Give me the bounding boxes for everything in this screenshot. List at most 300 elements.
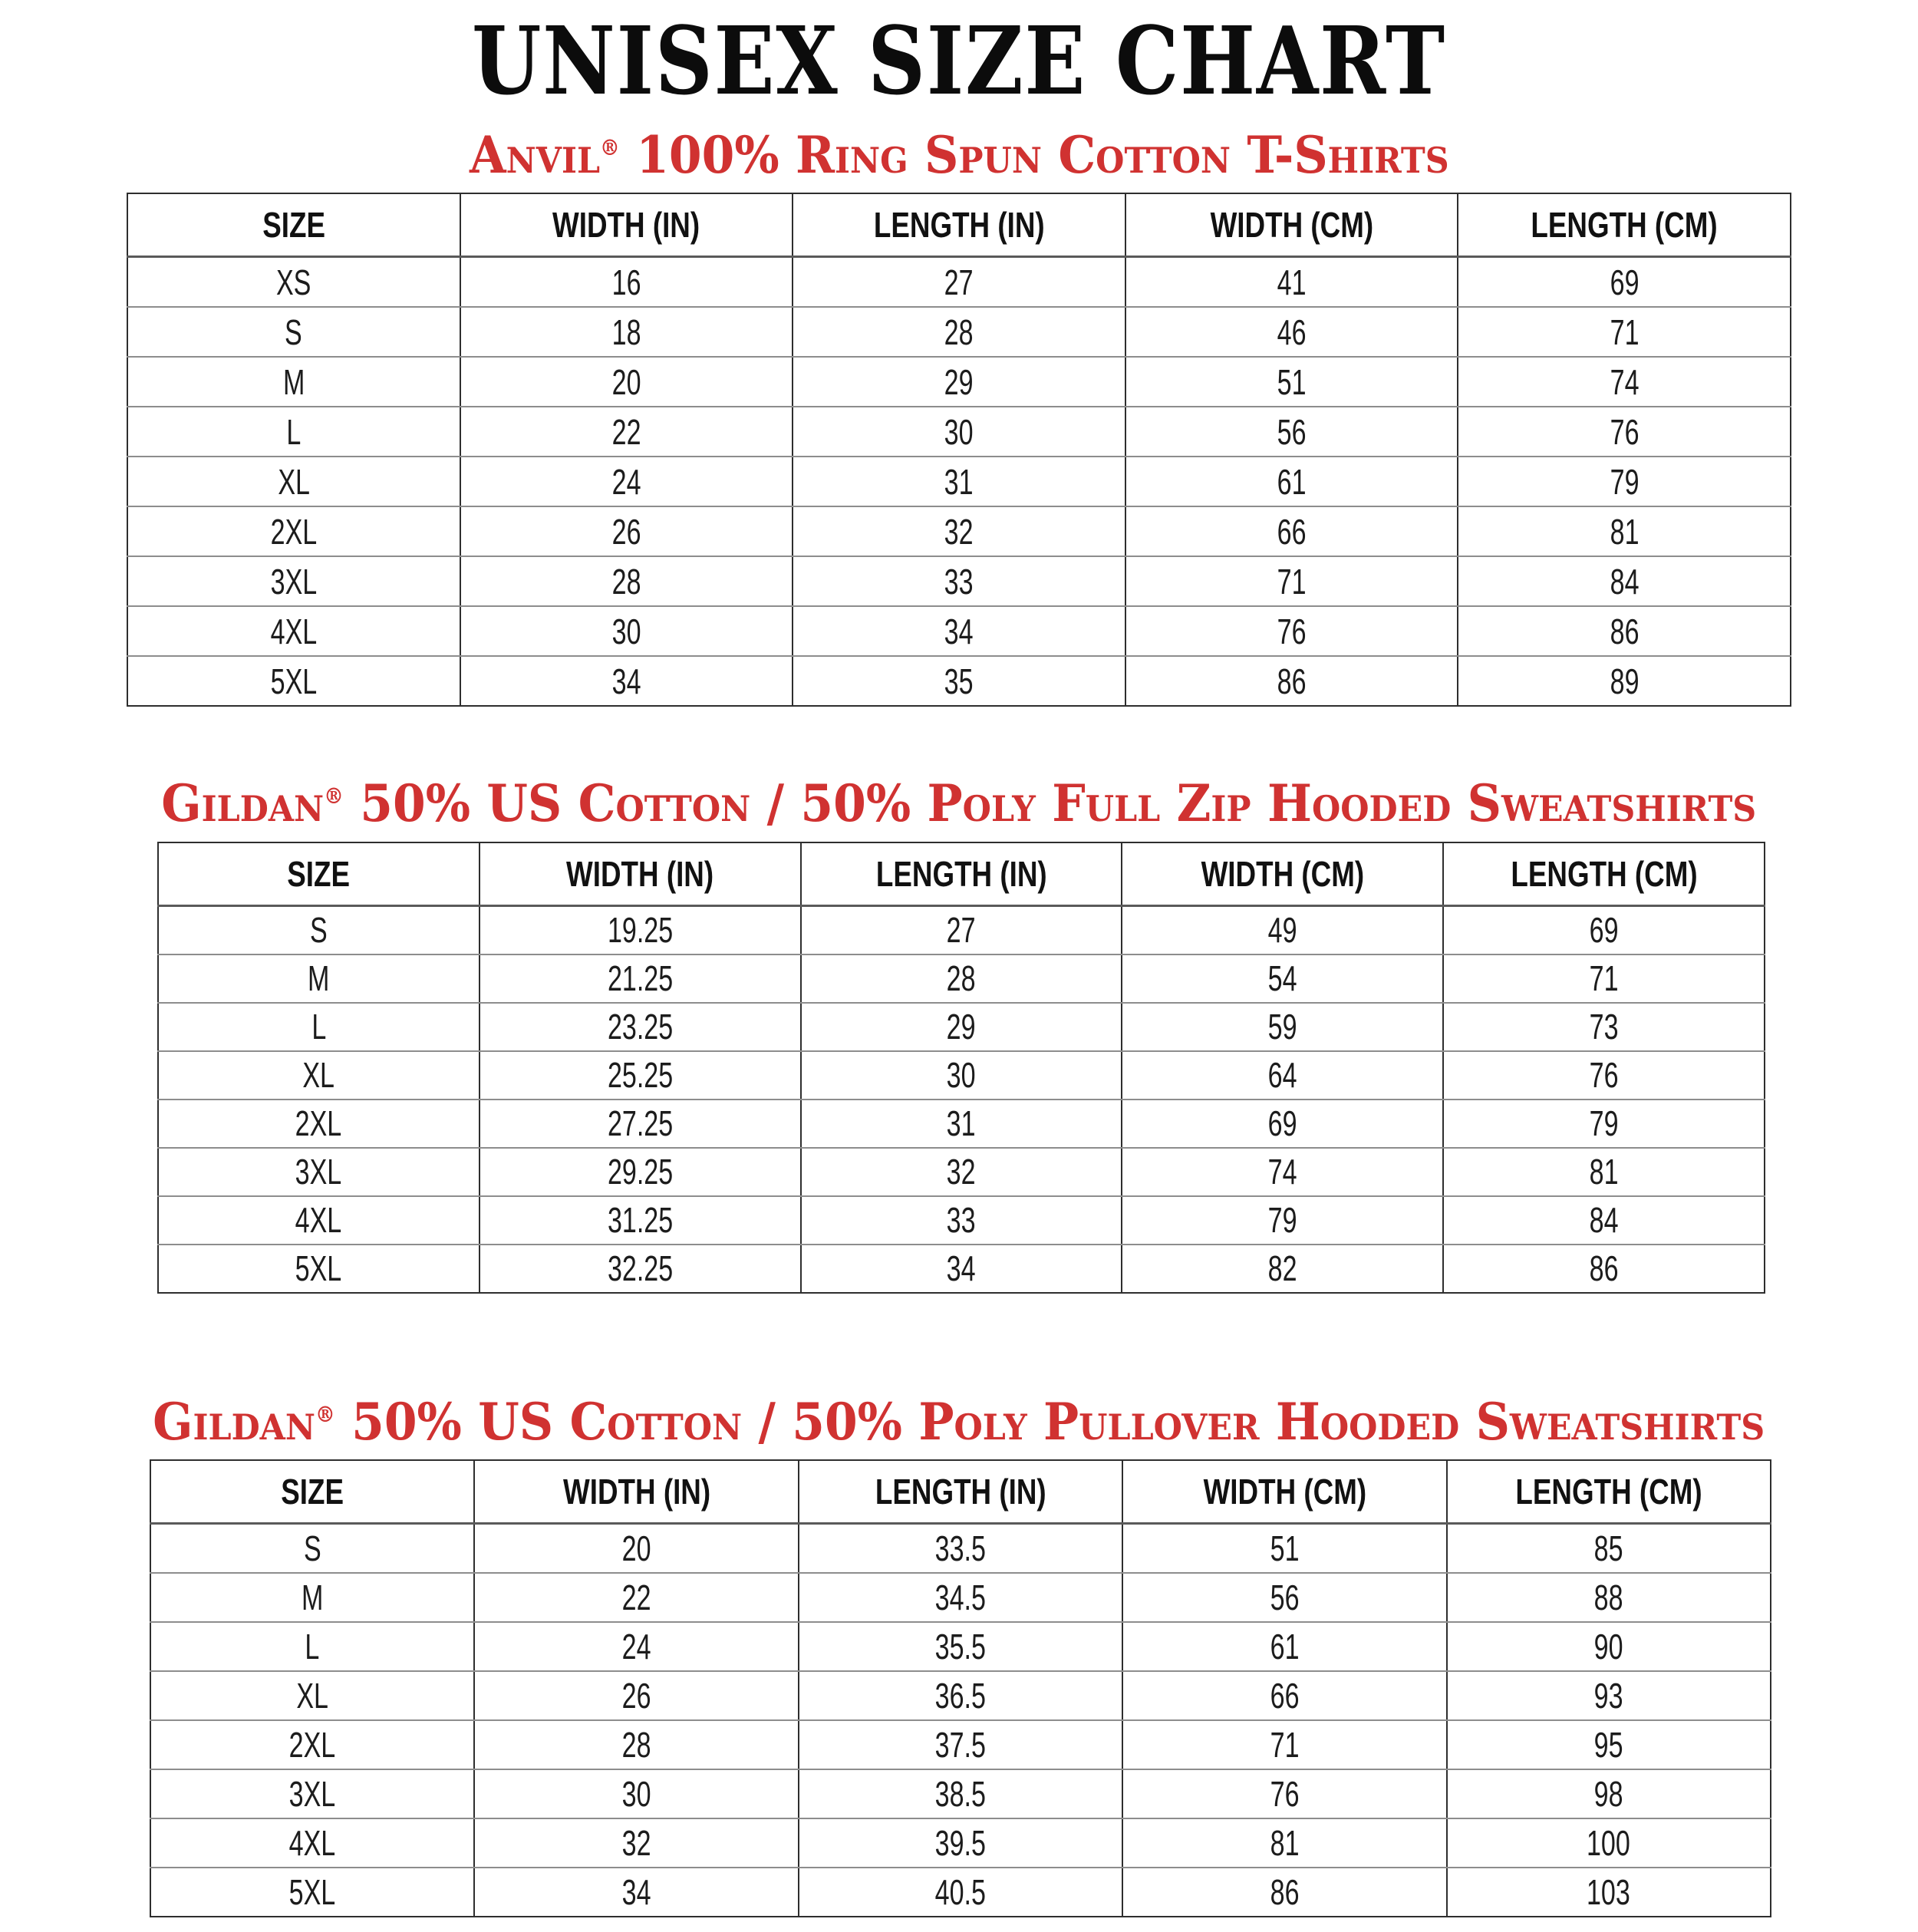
measurement-cell — [801, 1100, 1122, 1148]
measurement-cell — [801, 1051, 1122, 1100]
column-header-label: SIZE — [281, 1471, 344, 1512]
column-header-width-in — [474, 1460, 798, 1524]
cell-value: 56 — [1277, 411, 1307, 452]
cell-value: 39.5 — [934, 1822, 987, 1863]
measurement-cell — [799, 1720, 1122, 1769]
cell-value: 37.5 — [934, 1724, 987, 1765]
measurement-cell — [480, 1245, 801, 1293]
measurement-cell — [1122, 1003, 1443, 1051]
column-header-label: LENGTH (CM) — [1510, 853, 1698, 894]
size-cell — [158, 1245, 480, 1293]
measurement-cell — [793, 656, 1125, 706]
measurement-cell — [1122, 1868, 1446, 1917]
table-row — [127, 556, 1791, 606]
measurement-cell — [1447, 1622, 1771, 1671]
cell-value: 3XL — [295, 1152, 342, 1192]
measurement-cell — [799, 1573, 1122, 1622]
measurement-cell — [793, 506, 1125, 556]
column-header-length-cm — [1447, 1460, 1771, 1524]
size-cell — [150, 1769, 474, 1818]
cell-value: L — [286, 411, 302, 452]
cell-value: XL — [277, 461, 310, 502]
cell-value: 35.5 — [934, 1626, 987, 1667]
cell-value: 61 — [1277, 461, 1307, 502]
cell-value: 84 — [1610, 561, 1640, 602]
measurement-cell — [799, 1622, 1122, 1671]
table-row — [150, 1720, 1771, 1769]
table-row — [158, 1196, 1765, 1245]
measurement-cell — [1122, 1523, 1446, 1573]
size-cell — [158, 1003, 480, 1051]
size-cell — [158, 1051, 480, 1100]
cell-value: M — [308, 958, 330, 999]
measurement-cell — [1122, 1245, 1443, 1293]
cell-value: 71 — [1270, 1724, 1300, 1765]
table-row — [158, 1100, 1765, 1148]
measurement-cell — [460, 457, 793, 506]
measurement-cell — [1122, 1720, 1446, 1769]
cell-value: 66 — [1277, 511, 1307, 552]
table-row — [127, 606, 1791, 656]
size-cell — [127, 457, 460, 506]
column-header-label: SIZE — [262, 205, 325, 246]
size-cell — [158, 954, 480, 1003]
size-cell — [158, 1100, 480, 1148]
cell-value: 56 — [1270, 1577, 1300, 1617]
measurement-cell — [793, 357, 1125, 407]
measurement-cell — [1443, 1196, 1765, 1245]
column-header-length-in — [799, 1460, 1122, 1524]
section-heading-text: Anvil® 100% Ring Spun Cotton T-Shirts — [469, 125, 1449, 185]
measurement-cell — [480, 1196, 801, 1245]
measurement-cell — [1447, 1818, 1771, 1868]
size-cell — [150, 1720, 474, 1769]
cell-value: 74 — [1267, 1152, 1297, 1192]
cell-value: 27 — [944, 262, 974, 302]
cell-value: 32.25 — [607, 1248, 673, 1289]
column-header-size — [127, 193, 460, 257]
size-cell — [127, 506, 460, 556]
measurement-cell — [474, 1671, 798, 1720]
measurement-cell — [1447, 1720, 1771, 1769]
cell-value: 79 — [1610, 461, 1640, 502]
measurement-cell — [1125, 656, 1458, 706]
cell-value: 76 — [1277, 611, 1307, 651]
cell-value: 20 — [621, 1528, 651, 1568]
cell-value: 86 — [1277, 661, 1307, 701]
cell-value: S — [310, 910, 328, 951]
cell-value: 69 — [1267, 1103, 1297, 1144]
measurement-cell — [474, 1573, 798, 1622]
table-row — [127, 407, 1791, 457]
cell-value: 73 — [1589, 1007, 1619, 1047]
section-heading-pullover-hoodies — [0, 1391, 1918, 1452]
measurement-cell — [1122, 954, 1443, 1003]
measurement-cell — [480, 1148, 801, 1196]
column-header-label: LENGTH (IN) — [875, 853, 1047, 894]
measurement-cell — [460, 506, 793, 556]
table-row — [127, 357, 1791, 407]
cell-value: 34 — [621, 1871, 651, 1912]
table-header — [150, 1460, 1771, 1524]
cell-value: 31 — [947, 1103, 976, 1144]
measurement-cell — [1122, 1148, 1443, 1196]
measurement-cell — [1443, 1051, 1765, 1100]
column-header-length-cm — [1458, 193, 1791, 257]
measurement-cell — [799, 1769, 1122, 1818]
cell-value: 24 — [611, 461, 641, 502]
measurement-cell — [1122, 1622, 1446, 1671]
cell-value: 88 — [1593, 1577, 1623, 1617]
size-cell — [150, 1622, 474, 1671]
cell-value: 18 — [611, 312, 641, 352]
table-row — [158, 954, 1765, 1003]
measurement-cell — [801, 1148, 1122, 1196]
measurement-cell — [1443, 954, 1765, 1003]
cell-value: 5XL — [288, 1871, 336, 1912]
cell-value: 51 — [1277, 361, 1307, 402]
cell-value: 59 — [1267, 1007, 1297, 1047]
measurement-cell — [1447, 1868, 1771, 1917]
cell-value: 27.25 — [607, 1103, 673, 1144]
measurement-cell — [1122, 1818, 1446, 1868]
cell-value: 28 — [611, 561, 641, 602]
cell-value: 66 — [1270, 1675, 1300, 1716]
cell-value: XL — [302, 1055, 335, 1096]
table-row — [150, 1671, 1771, 1720]
cell-value: 3XL — [270, 561, 318, 602]
measurement-cell — [1447, 1523, 1771, 1573]
page-title-text: UNISEX SIZE CHART — [472, 5, 1446, 116]
measurement-cell — [1125, 457, 1458, 506]
cell-value: 95 — [1593, 1724, 1623, 1765]
measurement-cell — [1447, 1573, 1771, 1622]
size-cell — [150, 1868, 474, 1917]
column-header-width-cm — [1122, 1460, 1446, 1524]
measurement-cell — [480, 1003, 801, 1051]
cell-value: 93 — [1593, 1675, 1623, 1716]
measurement-cell — [793, 556, 1125, 606]
measurement-cell — [1125, 407, 1458, 457]
section-heading-fullzip-hoodies — [0, 773, 1918, 834]
cell-value: 29.25 — [607, 1152, 673, 1192]
measurement-cell — [1125, 556, 1458, 606]
measurement-cell — [1125, 357, 1458, 407]
measurement-cell — [1125, 257, 1458, 308]
cell-value: 33 — [944, 561, 974, 602]
size-cell — [150, 1671, 474, 1720]
cell-value: 90 — [1593, 1626, 1623, 1667]
measurement-cell — [1458, 506, 1791, 556]
cell-value: 81 — [1610, 511, 1640, 552]
table-row — [127, 257, 1791, 308]
cell-value: 5XL — [295, 1248, 342, 1289]
measurement-cell — [474, 1868, 798, 1917]
size-table-fullzip-hoodies — [157, 842, 1765, 1294]
size-cell — [150, 1818, 474, 1868]
cell-value: 46 — [1277, 312, 1307, 352]
cell-value: 81 — [1589, 1152, 1619, 1192]
cell-value: 71 — [1589, 958, 1619, 999]
size-cell — [127, 606, 460, 656]
cell-value: 69 — [1610, 262, 1640, 302]
cell-value: 79 — [1589, 1103, 1619, 1144]
measurement-cell — [1458, 357, 1791, 407]
section-fullzip-hoodies — [0, 773, 1918, 1293]
cell-value: 36.5 — [934, 1675, 987, 1716]
cell-value: 81 — [1270, 1822, 1300, 1863]
section-heading-text: Gildan® 50% US Cotton / 50% Poly Pullover Hooded Sweatshirts — [153, 1391, 1765, 1452]
measurement-cell — [799, 1818, 1122, 1868]
header-row — [127, 193, 1791, 257]
cell-value: 4XL — [288, 1822, 336, 1863]
measurement-cell — [460, 556, 793, 606]
cell-value: M — [302, 1577, 324, 1617]
cell-value: S — [303, 1528, 321, 1568]
cell-value: 4XL — [295, 1200, 342, 1241]
cell-value: L — [305, 1626, 320, 1667]
cell-value: 82 — [1267, 1248, 1297, 1289]
cell-value: 51 — [1270, 1528, 1300, 1568]
size-cell — [127, 407, 460, 457]
measurement-cell — [1443, 1148, 1765, 1196]
section-heading-text: Gildan® 50% US Cotton / 50% Poly Full Zip Hooded Sweatshirts — [161, 773, 1757, 834]
cell-value: 40.5 — [934, 1871, 987, 1912]
table-row — [150, 1523, 1771, 1573]
measurement-cell — [480, 954, 801, 1003]
column-header-label: LENGTH (IN) — [875, 1471, 1046, 1512]
table-header — [158, 842, 1765, 906]
cell-value: 32 — [621, 1822, 651, 1863]
column-header-length-in — [801, 842, 1122, 906]
size-table-pullover-hoodies — [150, 1459, 1771, 1917]
cell-value: 28 — [621, 1724, 651, 1765]
cell-value: 35 — [944, 661, 974, 701]
measurement-cell — [460, 606, 793, 656]
measurement-cell — [1447, 1769, 1771, 1818]
cell-value: L — [311, 1007, 326, 1047]
cell-value: XS — [276, 262, 311, 302]
cell-value: 25.25 — [607, 1055, 673, 1096]
cell-value: 49 — [1267, 910, 1297, 951]
size-cell — [150, 1573, 474, 1622]
cell-value: 31.25 — [607, 1200, 673, 1241]
column-header-label: WIDTH (IN) — [562, 1471, 710, 1512]
column-header-label: WIDTH (IN) — [552, 205, 700, 246]
column-header-label: WIDTH (CM) — [1201, 853, 1365, 894]
size-cell — [127, 656, 460, 706]
measurement-cell — [1443, 1003, 1765, 1051]
cell-value: 30 — [611, 611, 641, 651]
measurement-cell — [793, 257, 1125, 308]
cell-value: 86 — [1270, 1871, 1300, 1912]
table-body — [127, 257, 1791, 707]
measurement-cell — [801, 1196, 1122, 1245]
cell-value: 4XL — [270, 611, 318, 651]
size-cell — [127, 556, 460, 606]
table-row — [127, 506, 1791, 556]
cell-value: 32 — [947, 1152, 976, 1192]
cell-value: 2XL — [270, 511, 318, 552]
measurement-cell — [1447, 1671, 1771, 1720]
cell-value: 38.5 — [934, 1773, 987, 1814]
table-body — [150, 1523, 1771, 1917]
table-row — [150, 1573, 1771, 1622]
measurement-cell — [474, 1769, 798, 1818]
table-row — [158, 1051, 1765, 1100]
measurement-cell — [1458, 457, 1791, 506]
measurement-cell — [474, 1523, 798, 1573]
measurement-cell — [801, 1003, 1122, 1051]
measurement-cell — [1458, 606, 1791, 656]
measurement-cell — [1443, 1100, 1765, 1148]
measurement-cell — [1458, 656, 1791, 706]
cell-value: 27 — [947, 910, 976, 951]
measurement-cell — [1122, 905, 1443, 954]
cell-value: 76 — [1589, 1055, 1619, 1096]
cell-value: M — [282, 361, 305, 402]
cell-value: 98 — [1593, 1773, 1623, 1814]
column-header-width-in — [480, 842, 801, 906]
cell-value: 84 — [1589, 1200, 1619, 1241]
table-row — [150, 1818, 1771, 1868]
cell-value: 85 — [1593, 1528, 1623, 1568]
measurement-cell — [799, 1671, 1122, 1720]
cell-value: 2XL — [295, 1103, 342, 1144]
cell-value: 26 — [611, 511, 641, 552]
size-cell — [127, 307, 460, 357]
cell-value: 22 — [621, 1577, 651, 1617]
column-header-label: SIZE — [287, 853, 351, 894]
cell-value: 34 — [611, 661, 641, 701]
cell-value: 22 — [611, 411, 641, 452]
cell-value: 30 — [947, 1055, 976, 1096]
table-row — [158, 1003, 1765, 1051]
cell-value: 103 — [1587, 1871, 1631, 1912]
cell-value: 23.25 — [607, 1007, 673, 1047]
measurement-cell — [1458, 407, 1791, 457]
cell-value: 76 — [1270, 1773, 1300, 1814]
measurement-cell — [460, 257, 793, 308]
cell-value: 69 — [1589, 910, 1619, 951]
cell-value: 33 — [947, 1200, 976, 1241]
size-cell — [158, 1196, 480, 1245]
measurement-cell — [1125, 506, 1458, 556]
size-cell — [127, 357, 460, 407]
measurement-cell — [474, 1818, 798, 1868]
measurement-cell — [801, 1245, 1122, 1293]
measurement-cell — [1458, 257, 1791, 308]
section-anvil-tshirts — [0, 125, 1918, 707]
cell-value: 28 — [947, 958, 976, 999]
measurement-cell — [1125, 307, 1458, 357]
column-header-label: LENGTH (CM) — [1531, 205, 1718, 246]
cell-value: 76 — [1610, 411, 1640, 452]
measurement-cell — [793, 307, 1125, 357]
measurement-cell — [801, 954, 1122, 1003]
cell-value: 5XL — [270, 661, 318, 701]
column-header-label: LENGTH (IN) — [873, 205, 1045, 246]
table-header — [127, 193, 1791, 257]
column-header-size — [150, 1460, 474, 1524]
measurement-cell — [793, 606, 1125, 656]
measurement-cell — [480, 905, 801, 954]
size-cell — [158, 905, 480, 954]
cell-value: 41 — [1277, 262, 1307, 302]
measurement-cell — [1443, 905, 1765, 954]
cell-value: 74 — [1610, 361, 1640, 402]
header-row — [158, 842, 1765, 906]
size-cell — [158, 1148, 480, 1196]
column-header-label: WIDTH (CM) — [1203, 1471, 1366, 1512]
cell-value: 34.5 — [934, 1577, 987, 1617]
cell-value: 26 — [621, 1675, 651, 1716]
cell-value: 20 — [611, 361, 641, 402]
measurement-cell — [1458, 307, 1791, 357]
cell-value: 34 — [944, 611, 974, 651]
size-table-anvil-tshirts — [127, 193, 1791, 707]
cell-value: 64 — [1267, 1055, 1297, 1096]
table-body — [158, 905, 1765, 1293]
cell-value: 71 — [1610, 312, 1640, 352]
column-header-width-cm — [1122, 842, 1443, 906]
measurement-cell — [474, 1622, 798, 1671]
table-row — [127, 307, 1791, 357]
measurement-cell — [1458, 556, 1791, 606]
cell-value: 29 — [944, 361, 974, 402]
cell-value: 16 — [611, 262, 641, 302]
cell-value: 30 — [621, 1773, 651, 1814]
header-row — [150, 1460, 1771, 1524]
section-pullover-hoodies — [0, 1391, 1918, 1917]
table-row — [158, 1245, 1765, 1293]
cell-value: 34 — [947, 1248, 976, 1289]
cell-value: 100 — [1587, 1822, 1631, 1863]
measurement-cell — [460, 357, 793, 407]
cell-value: S — [285, 312, 303, 352]
measurement-cell — [1122, 1573, 1446, 1622]
measurement-cell — [480, 1100, 801, 1148]
measurement-cell — [799, 1868, 1122, 1917]
measurement-cell — [460, 407, 793, 457]
cell-value: 32 — [944, 511, 974, 552]
column-header-width-in — [460, 193, 793, 257]
measurement-cell — [1125, 606, 1458, 656]
cell-value: 54 — [1267, 958, 1297, 999]
column-header-length-cm — [1443, 842, 1765, 906]
table-row — [158, 905, 1765, 954]
cell-value: 29 — [947, 1007, 976, 1047]
measurement-cell — [1122, 1100, 1443, 1148]
cell-value: 86 — [1589, 1248, 1619, 1289]
measurement-cell — [1122, 1051, 1443, 1100]
measurement-cell — [1443, 1245, 1765, 1293]
cell-value: 31 — [944, 461, 974, 502]
size-cell — [150, 1523, 474, 1573]
column-header-label: WIDTH (CM) — [1210, 205, 1373, 246]
cell-value: 2XL — [288, 1724, 336, 1765]
table-row — [150, 1769, 1771, 1818]
cell-value: 86 — [1610, 611, 1640, 651]
cell-value: 71 — [1277, 561, 1307, 602]
table-row — [150, 1622, 1771, 1671]
table-row — [127, 656, 1791, 706]
table-row — [150, 1868, 1771, 1917]
page-title — [0, 5, 1918, 116]
table-row — [127, 457, 1791, 506]
measurement-cell — [474, 1720, 798, 1769]
column-header-size — [158, 842, 480, 906]
